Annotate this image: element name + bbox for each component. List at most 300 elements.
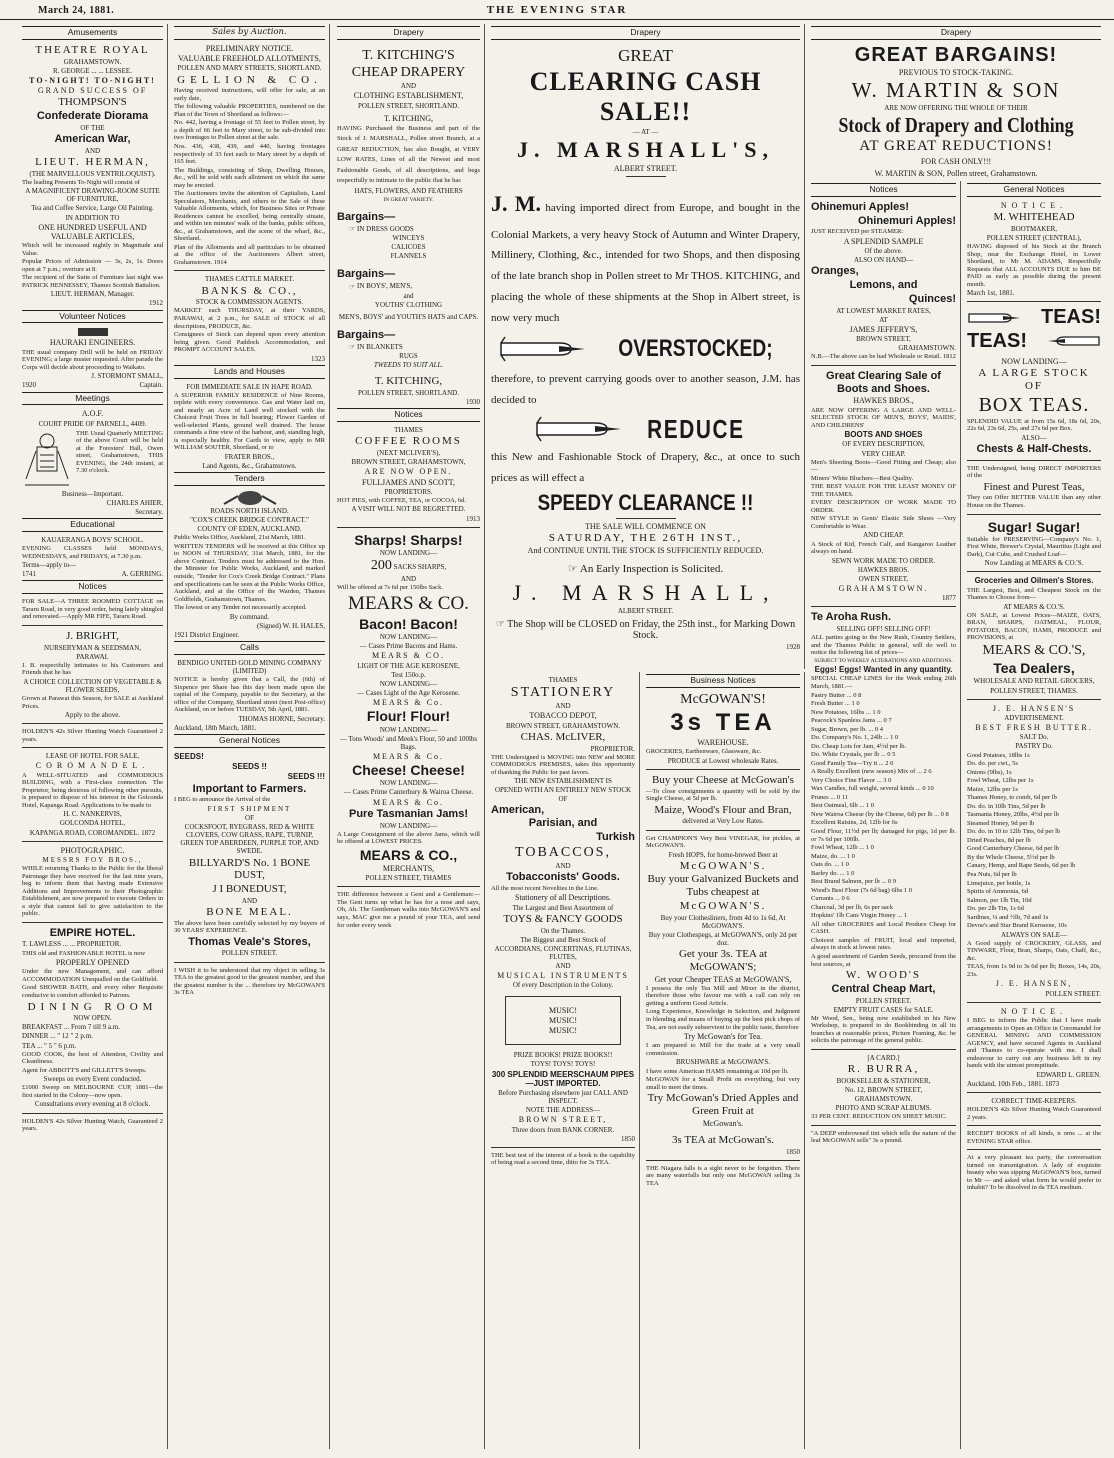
c6-line: All other GROCERIES and Local Produce Cheap for CASH. <box>811 920 956 936</box>
theatre-line: Popular Prices of Admission — 3s, 2s, 1s. Doors open at 7 p.m.; overture at 8. <box>22 258 163 273</box>
notice-line: DINNER ... " 12 " 2 p.m. <box>22 1032 93 1041</box>
drap-line: T. KITCHING, <box>384 113 433 123</box>
price-list-item: Best Brand Salmon, per lb ... 0 9 <box>811 878 897 886</box>
not-line: SACKS SHARPS, <box>393 562 447 571</box>
c6-line: A SPLENDID SAMPLE <box>843 236 924 246</box>
not-line: FULLJAMES AND SCOTT, <box>362 477 455 487</box>
m-line: — AT — <box>632 127 659 136</box>
theatre-line: ONE HUNDRED USEFUL AND VALUABLE ARTICLES, <box>38 222 147 241</box>
c6-line: HAWKES BROS., <box>853 396 914 406</box>
clearing-boots-title: Great Clearing Sale of Boots and Shoes. <box>826 369 941 395</box>
tender-line: The lowest or any Tender not necessarily accepted. <box>174 604 307 612</box>
not-line: NOW LANDING— <box>379 779 438 788</box>
c5-line: Buy your Cheese at McGowan's <box>652 773 794 786</box>
price-list-item: Best Oatmeal, 6lb ... 1 0 <box>811 802 875 810</box>
price-list-item: Do. per 2lb Tin, 1s 6d <box>967 905 1024 913</box>
coromandel-title: COROMANDEL. <box>35 761 150 771</box>
c6-line: ARE NOW OFFERING A LARGE AND WELL-SELECTED STOCK OF MEN'S, BOYS', MAIDS', AND CHILDRENS' <box>811 406 956 429</box>
music-box <box>505 996 620 1046</box>
price-list-item: Fresh Butter ... 1 0 <box>811 700 860 708</box>
teas-1: TEAS! <box>1041 306 1101 329</box>
c4-line: On the Thames. <box>540 926 586 935</box>
meeting-business: Business—Important. <box>61 489 124 498</box>
school-title: KAUAERANGA BOYS' SCHOOL. <box>41 535 144 544</box>
c6-line: A good assortment of Garden Seeds, procured from the best sources, at <box>811 952 956 968</box>
kitching-title: T. KITCHING'S <box>362 47 455 63</box>
notice-line: T. LAWLESS ... ... PROPRIETOR. <box>22 940 122 949</box>
tea-dealers: Tea Dealers, <box>993 660 1075 677</box>
m-body: having imported direct from Europe, and bought in the Colonial Markets, a very heavy Stock of Autumn and Winter Drapery, Millinery, Clothing, &c., intended for two Shops, and then disposing of the late branch shop in Pollen street to Mr THOS. KITCHING, and placing the whole of these shipments at the Shop in Albert street, is now very much <box>491 201 801 325</box>
sales-line: POLLEN AND MARY STREETS, SHORTLAND. <box>177 64 322 73</box>
c6-line: HAWKES BROS. <box>857 565 910 574</box>
drap-line: IN GREAT VARIETY. <box>383 196 434 203</box>
c7-line: AT MEARS & CO.'S. <box>1003 602 1065 611</box>
notice-line: Under the new Management, and can afford ACCOMMODATION Unequalled on the Goldfield. <box>22 968 163 983</box>
calls-line: BENDIGO UNITED GOLD MINING COMPANY (LIMITED) <box>177 658 322 675</box>
gellion-title: GELLION & CO. <box>177 73 322 86</box>
c6-line: ALSO ON HAND— <box>853 256 914 265</box>
column-6 <box>807 181 961 1449</box>
price-list-item: By the Whole Cheese, 5½d per lb <box>967 853 1055 861</box>
section-header-lands: Lands and Houses <box>174 365 325 379</box>
column-2 <box>170 24 330 1449</box>
drap-line: WINCEYS <box>392 234 425 243</box>
m-line: THE SALE WILL COMMENCE ON <box>585 522 706 532</box>
tender-line: By command. <box>229 612 270 621</box>
c5-line: Get CHAMPION'S Very Best VINEGAR, for pickles, at McGOWAN'S. <box>646 834 800 850</box>
gen-line: I WISH it to be understood that my object in selling 3s TEA to the greatest good to the greatest number, and that the greatest number is the ... therefore try McGOWAN'S 3s TEA <box>174 966 325 997</box>
c7-line: HAVING disposed of his Stock at the Branch Shop, near the Exchange Hotel, in Lower Shortland, to Mr M. ADAMS, Respectfully Requests that ALL ACCOUNTS DUE to him BE PAID as early as possible during the present month. <box>967 243 1101 288</box>
toys-title: TOYS & FANCY GOODS <box>503 912 623 925</box>
american-war: American War, <box>54 132 131 145</box>
burra-title: R. BURRA, <box>847 1063 920 1075</box>
not-line: (NEXT MCLIVER'S), <box>376 449 441 458</box>
kitching-title-2: CHEAP DRAPERY <box>351 65 466 81</box>
sales-line: No. 442, having a frontage of 55 feet to Pollen street, by a depth of 66 feet to Mary street, to be sub-divided into two frontages to Pollen street at the sale. <box>174 119 325 142</box>
c4-line: PRIZE BOOKS! PRIZE BOOKS!! <box>513 1051 613 1060</box>
section-header-meetings: Meetings <box>22 392 163 406</box>
gen-line: BILLYARD'S No. 1 BONE DUST, <box>188 856 311 882</box>
sales-line: Having received instructions, will offer for sale, at an early date, <box>174 87 325 102</box>
sales-line: STOCK & COMMISSION AGENTS. <box>195 298 304 307</box>
notice-line: NURSERYMAN & SEEDSMAN, <box>43 643 142 652</box>
theatre-line: A MAGNIFICENT DRAWING-ROOM SUITE OF FURNITURE, <box>25 187 160 204</box>
pointing-hand-icon: ☞ <box>349 224 356 233</box>
ad-number: 1850 <box>621 1134 635 1143</box>
cheese-title: Cheese! Cheese! <box>352 762 465 779</box>
c5-line: THE Niagara falls is a sight never to be forgotten. There are many waterfalls but only one McGOWAN selling 3s TEA <box>646 1164 800 1187</box>
calls-line: NOTICE is hereby given that a Call, the (6th) of Sixpence per Share has this day been made upon the capital of the Company, payable to the Secretary, at the office of the Company, Shortland street (next Post-office) Auckland, on or before TUESDAY, 5th April, 1881. <box>174 676 325 714</box>
notice-line: PROPERLY OPENED <box>55 958 130 968</box>
section-header-notices: Notices <box>811 183 956 197</box>
c5-line: —To close consignments a quantity will be sold by the Single Cheese, at 5d per lb. <box>646 787 800 803</box>
c5-line: McGOWAN for a Small Profit on everything, but very small to meet the times. <box>646 1076 800 1091</box>
gen-line: I BEG to announce the Arrival of the <box>174 796 271 804</box>
price-list-item: Pastry Butter ... 0 8 <box>811 691 862 699</box>
price-list-item: Good Flour, 11½d per lb; damaged for pigs, 1d per lb. or 7s 6d per 100lb. <box>811 828 956 843</box>
c7-line: CORRECT TIME-KEEPERS. <box>991 1097 1077 1106</box>
tobaccos-title: TOBACCOS, <box>515 844 611 860</box>
c4-line: American, <box>491 803 545 816</box>
c5-line: Try McGowan's for Tea. <box>683 1032 763 1042</box>
c4-line: PROPRIETOR. <box>590 744 635 753</box>
notice-line: Agent for ABBOTT'S and GILLETT'S Sweeps. <box>22 1066 147 1074</box>
clearing-sale-title: CLEARING CASH SALE!! <box>529 66 762 126</box>
ad-number: 1741 <box>22 570 36 579</box>
c7-line: ALSO— <box>1021 433 1047 442</box>
meeting-sign-role: Secretary. <box>135 507 163 516</box>
apples-2: Ohinemuri Apples! <box>858 214 956 227</box>
c6-line: BOOTS AND SHOES <box>844 430 923 440</box>
gen-line: BONE MEAL. <box>206 905 293 918</box>
price-list-item: Maize, do. ... 1 0 <box>811 852 855 860</box>
groceries-title: Groceries and Oilmen's Stores. <box>974 576 1094 586</box>
gen-line: OF <box>245 814 254 822</box>
drap-line: AND <box>400 82 417 91</box>
c6-line: Men's Shooting Boots—Good Fitting and Cheap; also— <box>811 458 956 474</box>
ad-number: 1912 <box>149 299 163 308</box>
whitehead-title: M. WHITEHEAD <box>993 211 1075 224</box>
theatre-line: THOMPSON'S <box>58 96 127 109</box>
c7-line: J. E. HANSEN, <box>995 979 1073 989</box>
not-line: A VISIT WILL NOT BE REGRETTED. <box>351 505 466 514</box>
c6-line: JAMES JEFFERY'S, <box>849 324 918 334</box>
price-list-item: Wax Candles, full weight, several kinds ... 0 10 <box>811 785 934 793</box>
section-header-notices: Notices <box>337 408 480 422</box>
c7-line: HOLDEN'S 42s Silver Hunting Watch Guaranteed 2 years. <box>967 1106 1101 1121</box>
section-header-general: General Notices <box>174 734 325 748</box>
drap-line: ☞ IN BLANKETS <box>349 342 403 352</box>
c7-line: NOW LANDING— <box>1001 356 1067 366</box>
not-line: ARE NOW OPEN. <box>364 467 453 477</box>
c7-line: Finest and Purest Teas, <box>983 480 1085 493</box>
not-line: A Large Consignment of the above Jams, which will be offered at LOWEST PRICES. <box>337 830 480 846</box>
coffee-rooms-title: COFFEE ROOMS <box>355 435 462 448</box>
price-list-item: Dried Peaches, 8d per lb <box>967 836 1031 844</box>
drap-line: MEN'S, BOYS' and YOUTH'S HATS and CAPS. <box>338 312 479 321</box>
c6-line: AT <box>879 315 888 324</box>
sales-line: Nos. 436, 438, 439, and 440, having frontages respectively of 33 feet each to Mary street by a depth of 165 feet. <box>174 142 325 166</box>
price-list-item: Charcoal, 3d per lb, 6s per sack <box>811 903 893 911</box>
c6-line: POLLEN STREET. <box>855 996 912 1005</box>
gen-line: COCKSFOOT, RYEGRASS, RED & WHITE CLOVERS, COW GRASS, RAPE, TURNIP, GREEN TOP ABERDEEN, PURPLE TOP, AND SWEDE. <box>180 823 319 856</box>
c5-line: BRUSHWARE at McGOWAN'S. <box>675 1058 770 1067</box>
speedy-clearance-title: SPEEDY CLEARANCE !! <box>537 489 754 515</box>
best-butter: BEST FRESH BUTTER. <box>975 723 1093 733</box>
c4-line: AND <box>555 702 571 711</box>
drap-line: FLANNELS <box>390 252 427 261</box>
not-line: HOT PIES, with COFFEE, TEA, or COCOA, 6d. <box>337 496 467 504</box>
c6-line: BROWN STREET, <box>856 335 911 344</box>
ad-number: 1877 <box>942 594 956 603</box>
notice-line: NOW OPEN. <box>73 1014 112 1023</box>
section-header-notices: Notices <box>22 580 163 594</box>
tender-line: "COX'S CREEK BRIDGE CONTRACT." <box>190 516 309 525</box>
c7-line: Now Landing at MEARS & CO.'S. <box>984 559 1084 568</box>
price-list-item: Peacock's Spanless Jams ... 0 7 <box>811 717 892 725</box>
tender-line: WRITTEN TENDERS will be received at this Office up to NOON of THURSDAY, 31st March, 1881, for the above Contract. Tenders must be addressed to the Hon. the Minister for Public Works, Auckland, and marked outside, "Tender for Cox's Creek Bridge Contract." Plans and specifications can be seen at the Public Works Office, Auckland, and at the Office of the Warden, Thames Goldfields, Grahamstown, Thames. <box>174 542 325 603</box>
section-header-general: General Notices <box>967 183 1101 197</box>
c4-line: OPENED WITH AN ENTIRELY NEW STOCK OF <box>494 786 632 803</box>
c4-line: MUSICAL INSTRUMENTS <box>497 971 629 981</box>
marshall-advert <box>487 24 805 669</box>
theatre-town: GRAHAMSTOWN. <box>63 57 122 66</box>
notice-line: THIS old and FASHIONABLE HOTEL is now <box>22 949 146 957</box>
oranges: Oranges, <box>811 265 859 278</box>
c5-line: Fresh HOPS, for home-brewed Beer at <box>668 850 778 859</box>
section-header-drapery: Drapery <box>337 26 480 40</box>
c7-line: SPLENDID VALUE at from 15s 6d, 18s 6d, 20s, 22s 6d, 23s 6d, 25s, and 27s 6d per Box. <box>967 417 1101 433</box>
theatre-line: AND <box>84 146 101 155</box>
notice-line: PARAWAI. <box>76 652 109 661</box>
c7-line: THE Largest, Best, and Cheapest Stock on the Thames to Choose from— <box>967 586 1101 602</box>
m-body-2: therefore, to prevent carrying goods over to another season, J.M. has decided to <box>491 373 800 406</box>
price-list-item: Wood's Best Flour (7s 6d bag) 6lbs 1 0 <box>811 886 913 894</box>
box-teas-title: BOX TEAS. <box>978 393 1090 416</box>
meeting-sign: CHARLES AHIER, <box>106 498 163 507</box>
column-1 <box>18 24 168 1449</box>
c4-line: THE Undersigned is MOVING into NEW and MORE COMMODIOUS PREMISES, takes this opportunity of thanking the Public for past favors. <box>491 753 635 776</box>
notice-line: A CHOICE COLLECTION OF VEGETABLE & FLOWER SEEDS, <box>23 677 162 694</box>
overstocked-title: OVERSTOCKED; <box>618 335 773 363</box>
drap-line: POLLEN STREET, SHORTLAND. <box>358 101 459 110</box>
price-list-item: Canary, Hemp, and Rape Seeds, 6d per lb <box>967 862 1076 870</box>
sales-line: THAMES CATTLE MARKET. <box>204 275 295 284</box>
vol-title: HAURAKI ENGINEERS. <box>49 338 136 348</box>
price-list-item: Steamed Honey, 9d per lb <box>967 819 1035 827</box>
c5-line: I have some American HAMS remaining at 10d per lb. <box>646 1067 789 1075</box>
drap-line: CLOTHING ESTABLISHMENT, <box>353 91 464 101</box>
vol-sign: J. STORMONT SMALL, <box>91 372 163 381</box>
c5-line: 3s TEA at McGowan's. <box>672 1133 774 1146</box>
drap-line: TWEEDS TO SUIT ALL. <box>373 361 444 370</box>
pointing-hand-icon: ☞ <box>567 563 578 576</box>
c6-line: 33 PER CENT. REDUCTION ON SHEET MUSIC. <box>811 1113 947 1121</box>
c7-line: NOTICE. <box>1000 200 1068 210</box>
price-list-item: Fowl Wheat, 12lb ... 1 0 <box>811 844 874 852</box>
c7-line: POLLEN STREET (CENTRAL), <box>986 233 1082 242</box>
notice-line: Consultations every evening at 8 o'clock. <box>34 1100 151 1109</box>
drap-line: ☞ IN BOYS', MEN'S, <box>349 282 413 291</box>
ad-number: 1850 <box>786 1147 800 1156</box>
c4-line: BROWN STREET, <box>518 1115 608 1125</box>
price-list-item: Do. Cheap Lots for Jam, 4½d per lb. <box>811 742 907 750</box>
gen-line: J I BONEDUST, <box>212 883 287 896</box>
column-5 <box>642 672 805 1449</box>
c6-line: GRAHAMSTOWN. <box>898 344 956 353</box>
c5-line: Buy your Galvanized Buckets and Tubs cheapest at <box>647 873 799 899</box>
c5-line: I am prepared to Mill for the trade at a very small commission. <box>646 1042 800 1057</box>
gen-line: AND <box>241 896 258 905</box>
c7-line: March 1st, 1881. <box>967 289 1015 298</box>
sales-line: The Buildings, consisting of Shop, Dwelling Houses, &c., will be sold with each allotment on which the same may be erected. <box>174 166 325 189</box>
court-title: COURT PRIDE OF PARNELL, 4409. <box>38 419 147 428</box>
notice-line: BREAKFAST ... From 7 till 9 a.m. <box>22 1023 120 1032</box>
jm-initials: J. M. <box>491 190 541 216</box>
c5-line: WAREHOUSE. <box>697 737 749 747</box>
not-line: NOW LANDING— <box>379 633 438 642</box>
price-list-item: Spirits of Ammonia, 6d <box>967 888 1029 896</box>
c7-line: WHOLESALE AND RETAIL GROCERS, <box>973 677 1095 686</box>
c6-line: SEWN WORK MADE TO ORDER. <box>831 556 936 565</box>
stock-title: Stock of Drapery and Clothing <box>838 112 1074 137</box>
price-list-item: Maize, 12lbs per 1s <box>967 785 1018 793</box>
notice-line: WHILE returning Thanks to the Public for the liberal Patronage they have received for the last nine years, beg to inform them that having made Extensive Additions and Improvements to their Photographic Establishment, are now prepared to execute Orders in a style that cannot fail to give satisfaction to the public. <box>22 865 163 918</box>
pointing-hand-icon <box>1046 330 1101 352</box>
foresters-crest-icon <box>22 429 72 489</box>
notice-line: LEASE OF HOTEL FOR SALE, <box>45 752 140 761</box>
c5-line: PRODUCE at Lowest wholesale Rates. <box>667 756 779 765</box>
w-line: PREVIOUS TO STOCK-TAKING. <box>898 68 1014 78</box>
drap-line: CALICOES <box>391 243 426 252</box>
c6-line: OWEN STREET, <box>858 574 909 583</box>
reductions-line: AT GREAT REDUCTIONS! <box>859 138 1053 155</box>
farmers-title: Important to Farmers. <box>192 782 307 795</box>
notice-text: FOR SALE—A THREE ROOMED COTTAGE on Tararu Road, in very good order, being lately shingled and renovated.—Apply MR FIFE, Tararu Road. <box>22 598 163 621</box>
c5-line: Try McGowan's Dried Apples and Green Fruit at <box>647 1092 799 1117</box>
price-list-item: Barley do. ... 1 0 <box>811 869 855 877</box>
c4-line: The Largest and Best Assortment of <box>512 903 614 912</box>
c6-line: VERY CHEAP. <box>861 449 906 458</box>
c6-line: [A CARD.] <box>867 1053 900 1062</box>
c4-line: THAMES <box>548 676 578 684</box>
sharps-title: Sharps! Sharps! <box>354 531 463 548</box>
meeting-text: THE Usual Quarterly MEETING of the above Court will be held at the Foresters' Hall, Owen street, Grahamstown, THIS EVENING, the 24th instant, at 7.30 o'clock. <box>76 429 163 475</box>
c5-line: GROCERIES, Earthenware, Glassware, &c. <box>646 748 762 756</box>
sales-line: Consignees of Stock can depend upon every attention being given. Good Paddock Accommodation, and PROMPT ACCOUNT SALES. <box>174 331 325 354</box>
column-3 <box>333 24 485 1449</box>
not-line: Test 150o.p. <box>391 670 426 679</box>
mears-title-2: MEARS & CO., <box>359 846 458 863</box>
c4-line: Three doors from BANK CORNER. <box>511 1125 615 1134</box>
issue-date: March 24, 1881. <box>38 5 115 16</box>
c4-line: TOYS! TOYS! TOYS! <box>530 1060 596 1069</box>
theatre-line: OF THE <box>80 123 105 132</box>
c6-line: GRAHAMSTOWN. <box>838 583 929 593</box>
c7-line: EDWARD L. GREEN. <box>1036 1070 1101 1079</box>
section-header-educational: Educational <box>22 518 163 532</box>
hansen-price-list <box>967 752 1101 930</box>
not-line: PROPRIETORS. <box>384 487 433 496</box>
c6-line: No. 12, BROWN STREET, <box>844 1085 923 1094</box>
price-list-item: New Wairoa Cheese (by the Cheese, 6d) per lb ... 0 8 <box>811 810 949 818</box>
price-list-item: Do. do. in 10 to 12lb Tins, 6d per lb <box>967 828 1061 836</box>
c4-line: Turkish <box>596 831 635 844</box>
c5-line: Buy your Clothespegs, at McGOWAN'S, only 2d per doz. <box>648 930 798 947</box>
tender-line: ROADS NORTH ISLAND. <box>210 507 289 516</box>
tender-line: (Signed) W. H. HALES, <box>256 621 325 630</box>
banks-title: BANKS & CO., <box>201 284 298 297</box>
sales-line: VALUABLE FREEHOLD ALLOTMENTS, <box>178 54 321 64</box>
drap-line: HAVING Purchased the Business and part of the Stock of J. MARSHALL, Pollen street Branch, at a GREAT REDUCTION, has also Bought, at VERY LOW RATES, Lines of all the Newest and most Fashionable Goods, of all descriptions, and begs respectfully to intimate to the public that he has <box>337 125 480 185</box>
notice-line: £1000 Sweep on MELBOURNE CUP, 1881—the first started in the Colony—now open. <box>22 1084 163 1099</box>
c6-line: SPECIAL CHEAP LINES for the Week ending 26th March, 1881.— <box>811 675 956 690</box>
empire-hotel-title: EMPIRE HOTEL. <box>49 926 136 939</box>
c6-line: N.B.—The above can be had Wholesale or Retail. 1812 <box>811 353 956 361</box>
tender-line: Public Works Office, Auckland, 21st March, 1881. <box>174 534 306 542</box>
price-list-item: Fowl Wheat, 12lbs per 1s <box>967 777 1034 785</box>
reduce-title: REDUCE <box>646 413 745 444</box>
masthead <box>0 0 1114 20</box>
c6-line: SUBJECT TO WEEKLY ALTERATIONS AND ADDITIONS. <box>814 657 953 664</box>
c5-line: McGowan's. <box>702 1118 744 1128</box>
tender-line: 1921 District Engineer. <box>174 630 240 639</box>
theatre-title: THEATRE ROYAL <box>35 43 150 56</box>
c6-line: GRAHAMSTOWN. <box>854 1094 913 1103</box>
not-line: — Tons Woods' and Meek's Flour, 50 and 100lbs Bags. <box>339 734 478 751</box>
c7-line: They can Offer BETTER VALUE than any other House on the Thames. <box>967 494 1101 509</box>
not-line: NOW LANDING— <box>379 725 438 734</box>
notice-line: Grown at Parawai this Season, for SALE at Auckland Prices. <box>22 695 163 710</box>
c7-line: PASTRY Do. <box>1015 742 1053 751</box>
sharps-qty: 200 <box>370 557 392 573</box>
theatre-lessee: R. GEORGE ... ... LESSEE. <box>53 66 132 75</box>
lieut-herman: LIEUT. HERMAN, <box>35 155 150 168</box>
engineers-emblem-icon <box>33 327 153 337</box>
section-header-amusements: Amusements <box>22 26 163 40</box>
m-line: An Early Inspection is Solicited. <box>579 563 724 576</box>
price-list-item: New Potatoes, 16lbs ... 1 0 <box>811 708 881 716</box>
not-line: — Cases Prime Bacons and Hams. <box>359 642 458 651</box>
great-title: GREAT <box>618 45 673 65</box>
sales-line: PRELIMINARY NOTICE. <box>205 43 294 53</box>
c4-line: BROWN STREET, GRAHAMSTOWN. <box>505 721 621 730</box>
price-list-item: Good Canterbury Cheese, 6d per lb <box>967 845 1060 853</box>
c7-line: RECEIPT BOOKS of all kinds, n orns ... at the EVENING STAR office. <box>967 1130 1101 1145</box>
notice-line: TEA ... " 5 " 6 p.m. <box>22 1041 77 1050</box>
newspaper-title: THE EVENING STAR <box>486 4 628 16</box>
teas-2: TEAS! <box>967 329 1027 352</box>
c7-line: ALWAYS ON SALE— <box>1000 930 1068 939</box>
not-line: — Cases Prime Canterbury & Wairoa Cheese. <box>343 788 474 797</box>
c7-line: SALT Do. <box>1019 733 1049 742</box>
c7-line: POLLEN STREET. <box>1045 989 1101 998</box>
mears-cos-title: MEARS & CO.'S, <box>982 643 1086 659</box>
c4-line: Before Purchasing elsewhere just CALL AND INSPECT. <box>498 1089 628 1106</box>
c4-line: Of every Description in the Colony. <box>512 981 614 990</box>
c4-line: All the most recent Novelties in the Line. <box>491 884 599 892</box>
c7-line: POLLEN STREET, THAMES. <box>990 686 1078 695</box>
ad-number: 1913 <box>466 514 480 523</box>
ad-number: 1920 <box>22 381 36 390</box>
sales-line: The Auctioneers invite the attention of Capitalists, Land Speculators, Merchants, and others to the Sale of these Valuable Allotments, which, for Business Sites or Private Residences cannot be excelled, being centrally situate, and within ten minutes' walk of the banks, public offices, &c., at Grahamstown, and the scene of the wharf, &c., Shortland. <box>174 190 325 243</box>
land-line: FRATER BROS., <box>224 452 275 461</box>
section-header-drapery: Drapery <box>491 26 800 40</box>
price-list-item: Thames Honey, to comb, 6d per lb <box>967 794 1057 802</box>
c7-line: A LARGE STOCK OF <box>978 367 1090 392</box>
mcliver-title: CHAS. McLIVER, <box>520 730 606 743</box>
not-line: NOW LANDING— <box>379 821 438 830</box>
wood-title: W. WOOD'S <box>846 969 921 982</box>
section-header-tenders: Tenders <box>174 472 325 486</box>
sugar-title: Sugar! Sugar! <box>987 518 1081 535</box>
pointing-hand-icon: ☞ <box>495 618 505 630</box>
price-list-item: Good Potatoes, 18lbs 1s <box>967 751 1030 759</box>
not-line: POLLEN STREET, THAMES <box>365 874 452 883</box>
lemons: Lemons, and <box>849 279 918 292</box>
m-body-3: this New and Fashionable Stock of Drapery, &c., at once to such prices as will effect a <box>491 450 800 484</box>
c6-line: THE BEST VALUE FOR THE LEAST MONEY OF THE THAMES. <box>811 483 956 498</box>
sales-line: Plan of the Allotments and all particulars to be obtained at the office of the Auctioneers Albert street, Grahamstown. 1914 <box>174 243 325 266</box>
not-line: LIGHT OF THE AGE KEROSENE, <box>357 661 460 670</box>
kitching-sign: T. KITCHING, <box>374 375 443 388</box>
m-line: ALBERT STREET. <box>613 163 678 173</box>
m-line: The Shop will be CLOSED on Friday, the 25th inst., for Marking Down Stock. <box>507 618 796 642</box>
section-header-volunteer: Volunteer Notices <box>22 310 163 324</box>
c6-line: Of the above. <box>864 247 903 256</box>
notice-line: GOLCONDA HOTEL, <box>59 819 126 828</box>
bright-title: J. BRIGHT, <box>66 629 119 642</box>
